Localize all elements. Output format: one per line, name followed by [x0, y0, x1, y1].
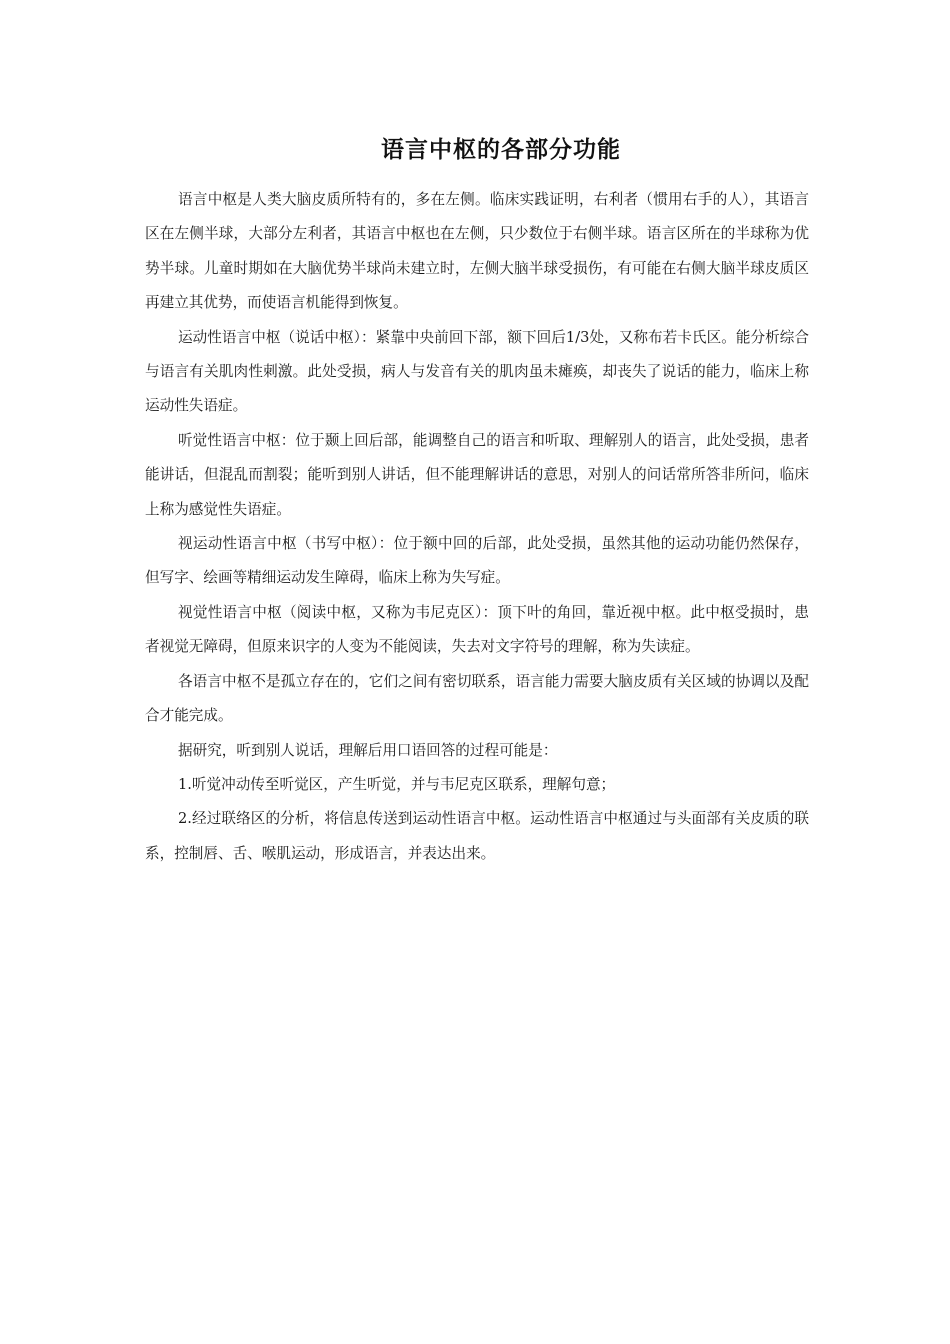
- paragraph-motor-speech-center: 运动性语言中枢（说话中枢）：紧靠中央前回下部，额下回后1/3处，又称布若卡氏区。能分析综合与语言有关肌肉性刺激。此处受损，病人与发音有关的肌肉虽未瘫痪，却丧失了说话的能力，临床上称运动性失语症。: [145, 328, 809, 415]
- document-body: [145, 183, 809, 871]
- paragraph-process-step-1: 1.听觉冲动传至听觉区，产生听觉，并与韦尼克区联系，理解句意；: [178, 775, 616, 793]
- paragraph-intro: 语言中枢是人类大脑皮质所特有的，多在左侧。临床实践证明，右利者（惯用右手的人），其语言区在左侧半球，大部分左利者，其语言中枢也在左侧，只少数位于右侧半球。语言区所在的半球称为优势半球。儿童时期如在大脑优势半球尚未建立时，左侧大脑半球受损伤，有可能在右侧大脑半球皮质区再建立其优势，而使语言机能得到恢复。: [145, 191, 809, 312]
- paragraph-auditory-speech-center: 听觉性语言中枢：位于颞上回后部，能调整自己的语言和听取、理解别人的语言，此处受损，患者能讲话，但混乱而割裂；能听到别人讲话，但不能理解讲话的意思，对别人的问话常所答非所问，临床上称为感觉性失语症。: [145, 431, 809, 518]
- paragraph-process-intro: 据研究，听到别人说话，理解后用口语回答的过程可能是：: [178, 741, 558, 759]
- paragraph-writing-center: 视运动性语言中枢（书写中枢）：位于额中回的后部，此处受损，虽然其他的运动功能仍然保存，但写字、绘画等精细运动发生障碍，临床上称为失写症。: [145, 535, 809, 587]
- paragraph-process-step-2: 2.经过联络区的分析，将信息传送到运动性语言中枢。运动性语言中枢通过与头面部有关皮质的联系，控制唇、舌、喉肌运动，形成语言，并表达出来。: [145, 810, 809, 862]
- paragraph-coordination: 各语言中枢不是孤立存在的，它们之间有密切联系，语言能力需要大脑皮质有关区域的协调以及配合才能完成。: [145, 672, 809, 725]
- paragraph-reading-center: 视觉性语言中枢（阅读中枢，又称为韦尼克区）：顶下叶的角回，靠近视中枢。此中枢受损时，患者视觉无障碍，但原来识字的人变为不能阅读，失去对文字符号的理解，称为失读症。: [145, 603, 809, 656]
- page-title: 语言中枢的各部分功能: [381, 137, 621, 163]
